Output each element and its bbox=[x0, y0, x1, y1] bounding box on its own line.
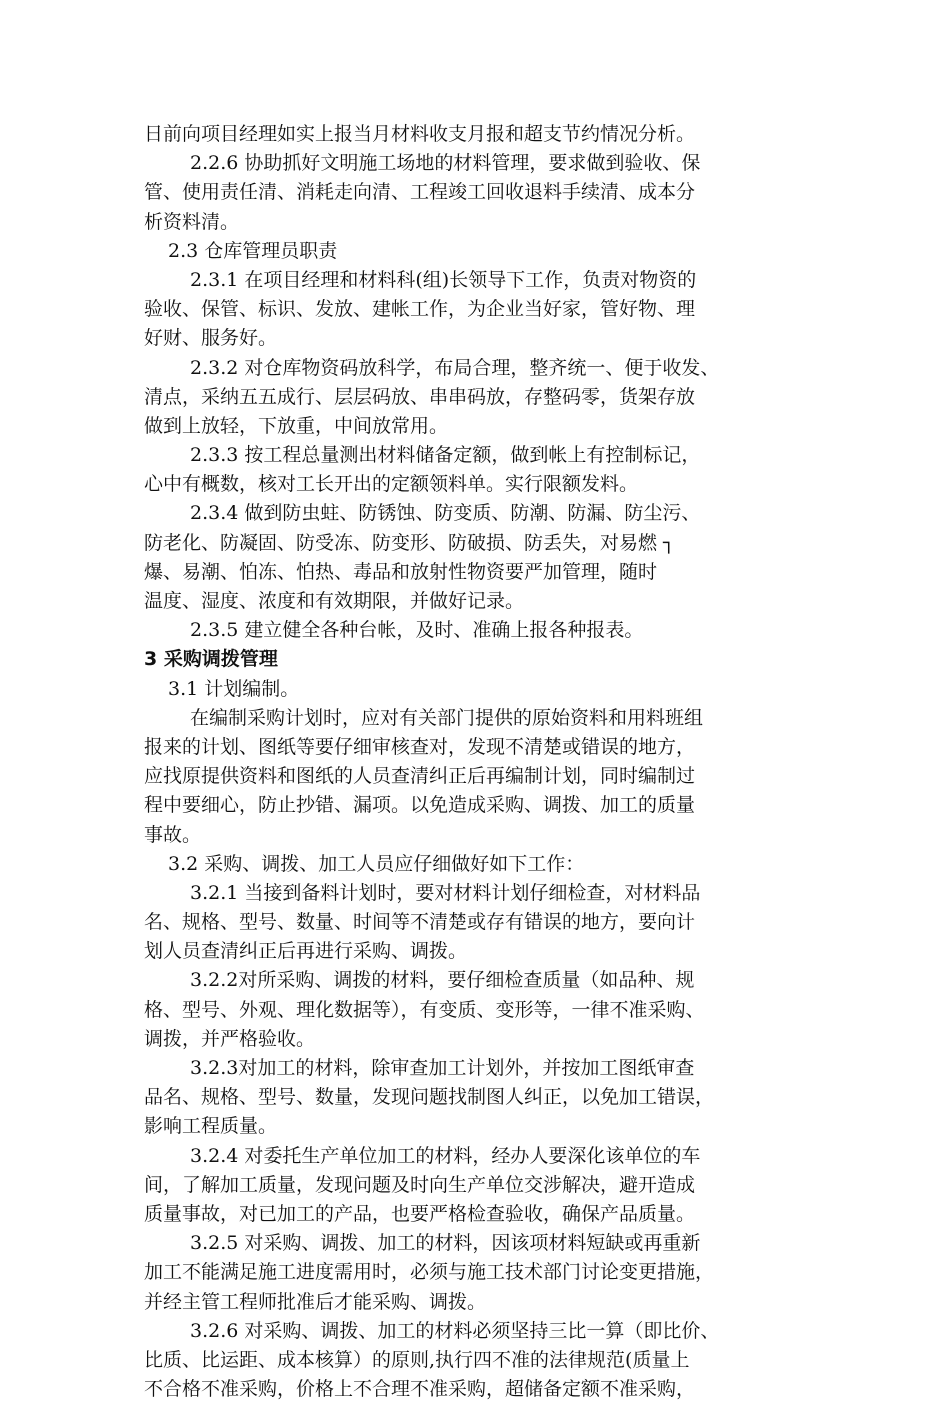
text-line: 验收、保管、标识、发放、建帐工作，为企业当好家，管好物、理 bbox=[144, 298, 696, 321]
text-line: 爆、易潮、怕冻、怕热、毒品和放射性物资要严加管理，随时 bbox=[144, 560, 658, 583]
text-line: 加工不能满足施工进度需用时，必须与施工技术部门讨论变更措施， bbox=[144, 1261, 715, 1284]
text-line: 不合格不准采购，价格上不合理不准采购，超储备定额不准采购， bbox=[144, 1378, 696, 1401]
text-line: 2.3.3 按工程总量测出材料储备定额，做到帐上有控制标记， bbox=[190, 444, 701, 467]
text-line: 影响工程质量。 bbox=[144, 1115, 278, 1138]
document-body bbox=[144, 120, 812, 1404]
text-line: 3.2.5 对采购、调拨、加工的材料，因该项材料短缺或再重新 bbox=[190, 1232, 701, 1255]
text-line: 好财、服务好。 bbox=[144, 327, 278, 350]
section-heading: 3 采购调拨管理 bbox=[144, 648, 278, 671]
text-line: 温度、湿度、浓度和有效期限，并做好记录。 bbox=[144, 590, 525, 612]
text-line: 名、规格、型号、数量、时间等不清楚或存有错误的地方，要向计 bbox=[144, 911, 696, 934]
text-line: 2.3.5 建立健全各种台帐，及时、准确上报各种报表。 bbox=[190, 619, 644, 642]
text-line: 心中有概数，核对工长开出的定额领料单。实行限额发料。 bbox=[144, 473, 639, 496]
text-line: 划人员查清纠正后再进行采购、调拨。 bbox=[144, 940, 468, 963]
text-line: 3.1 计划编制。 bbox=[168, 677, 300, 700]
text-line: 应找原提供资料和图纸的人员查清纠正后再编制计划，同时编制过 bbox=[144, 765, 696, 788]
text-line: 3.2.6 对采购、调拨、加工的材料必须坚持三比一算（即比价、 bbox=[190, 1319, 720, 1342]
text-line: 品名、规格、型号、数量，发现问题找制图人纠正，以免加工错误， bbox=[144, 1086, 715, 1109]
text-line: 格、型号、外观、理化数据等），有变质、变形等，一律不准采购、 bbox=[144, 998, 705, 1021]
text-line: 2.3.1 在项目经理和材料科(组)长领导下工作，负责对物资的 bbox=[190, 268, 697, 291]
text-line: 3.2 采购、调拨、加工人员应仔细做好如下工作： bbox=[168, 852, 585, 875]
text-line: 防老化、防凝固、防受冻、防变形、防破损、防丢失，对易燃 ┐ bbox=[144, 531, 675, 554]
text-line: 并经主管工程师批准后才能采购、调拨。 bbox=[144, 1290, 487, 1313]
text-line: 比质、比运距、成本核算）的原则,执行四不准的法律规范(质量上 bbox=[144, 1348, 690, 1371]
text-line: 2.3.4 做到防虫蛀、防锈蚀、防变质、防潮、防漏、防尘污、 bbox=[190, 502, 701, 525]
text-line: 间，了解加工质量，发现问题及时向生产单位交涉解决，避开造成 bbox=[144, 1173, 696, 1196]
text-line: 质量事故，对已加工的产品，也要严格检查验收，确保产品质量。 bbox=[144, 1202, 696, 1225]
text-line: 清点，采纳五五成行、层层码放、串串码放，存整码零，货架存放 bbox=[144, 385, 696, 408]
text-line: 析资料清。 bbox=[144, 210, 240, 233]
text-line: 程中要细心，防止抄错、漏项。以免造成采购、调拨、加工的质量 bbox=[144, 794, 696, 817]
text-line: 调拨，并严格验收。 bbox=[144, 1027, 316, 1050]
text-line: 管、使用责任清、消耗走向清、工程竣工回收退料手续清、成本分 bbox=[144, 181, 696, 204]
text-line: 3.2.2对所采购、调拨的材料，要仔细检查质量（如品种、规 bbox=[190, 969, 695, 992]
text-line: 3.2.4 对委托生产单位加工的材料，经办人要深化该单位的车 bbox=[190, 1144, 701, 1167]
text-line: 2.3 仓库管理员职责 bbox=[168, 239, 338, 262]
text-line: 3.2.3对加工的材料，除审查加工计划外，并按加工图纸审查 bbox=[190, 1057, 695, 1079]
text-line: 日前向项目经理如实上报当月材料收支月报和超支节约情况分析。 bbox=[144, 123, 696, 145]
text-line: 做到上放轻，下放重，中间放常用。 bbox=[144, 414, 449, 437]
text-line: 事故。 bbox=[144, 823, 202, 846]
text-line: 在编制采购计划时，应对有关部门提供的原始资料和用料班组 bbox=[190, 706, 704, 729]
text-line: 3.2.1 当接到备料计划时，要对材料计划仔细检查，对材料品 bbox=[190, 881, 701, 904]
text-line: 2.3.2 对仓库物资码放科学，布局合理，整齐统一、便于收发、 bbox=[190, 356, 720, 379]
text-line: 2.2.6 协助抓好文明施工场地的材料管理，要求做到验收、保 bbox=[190, 152, 701, 175]
text-line: 报来的计划、图纸等要仔细审核查对，发现不清楚或错误的地方， bbox=[144, 735, 696, 758]
